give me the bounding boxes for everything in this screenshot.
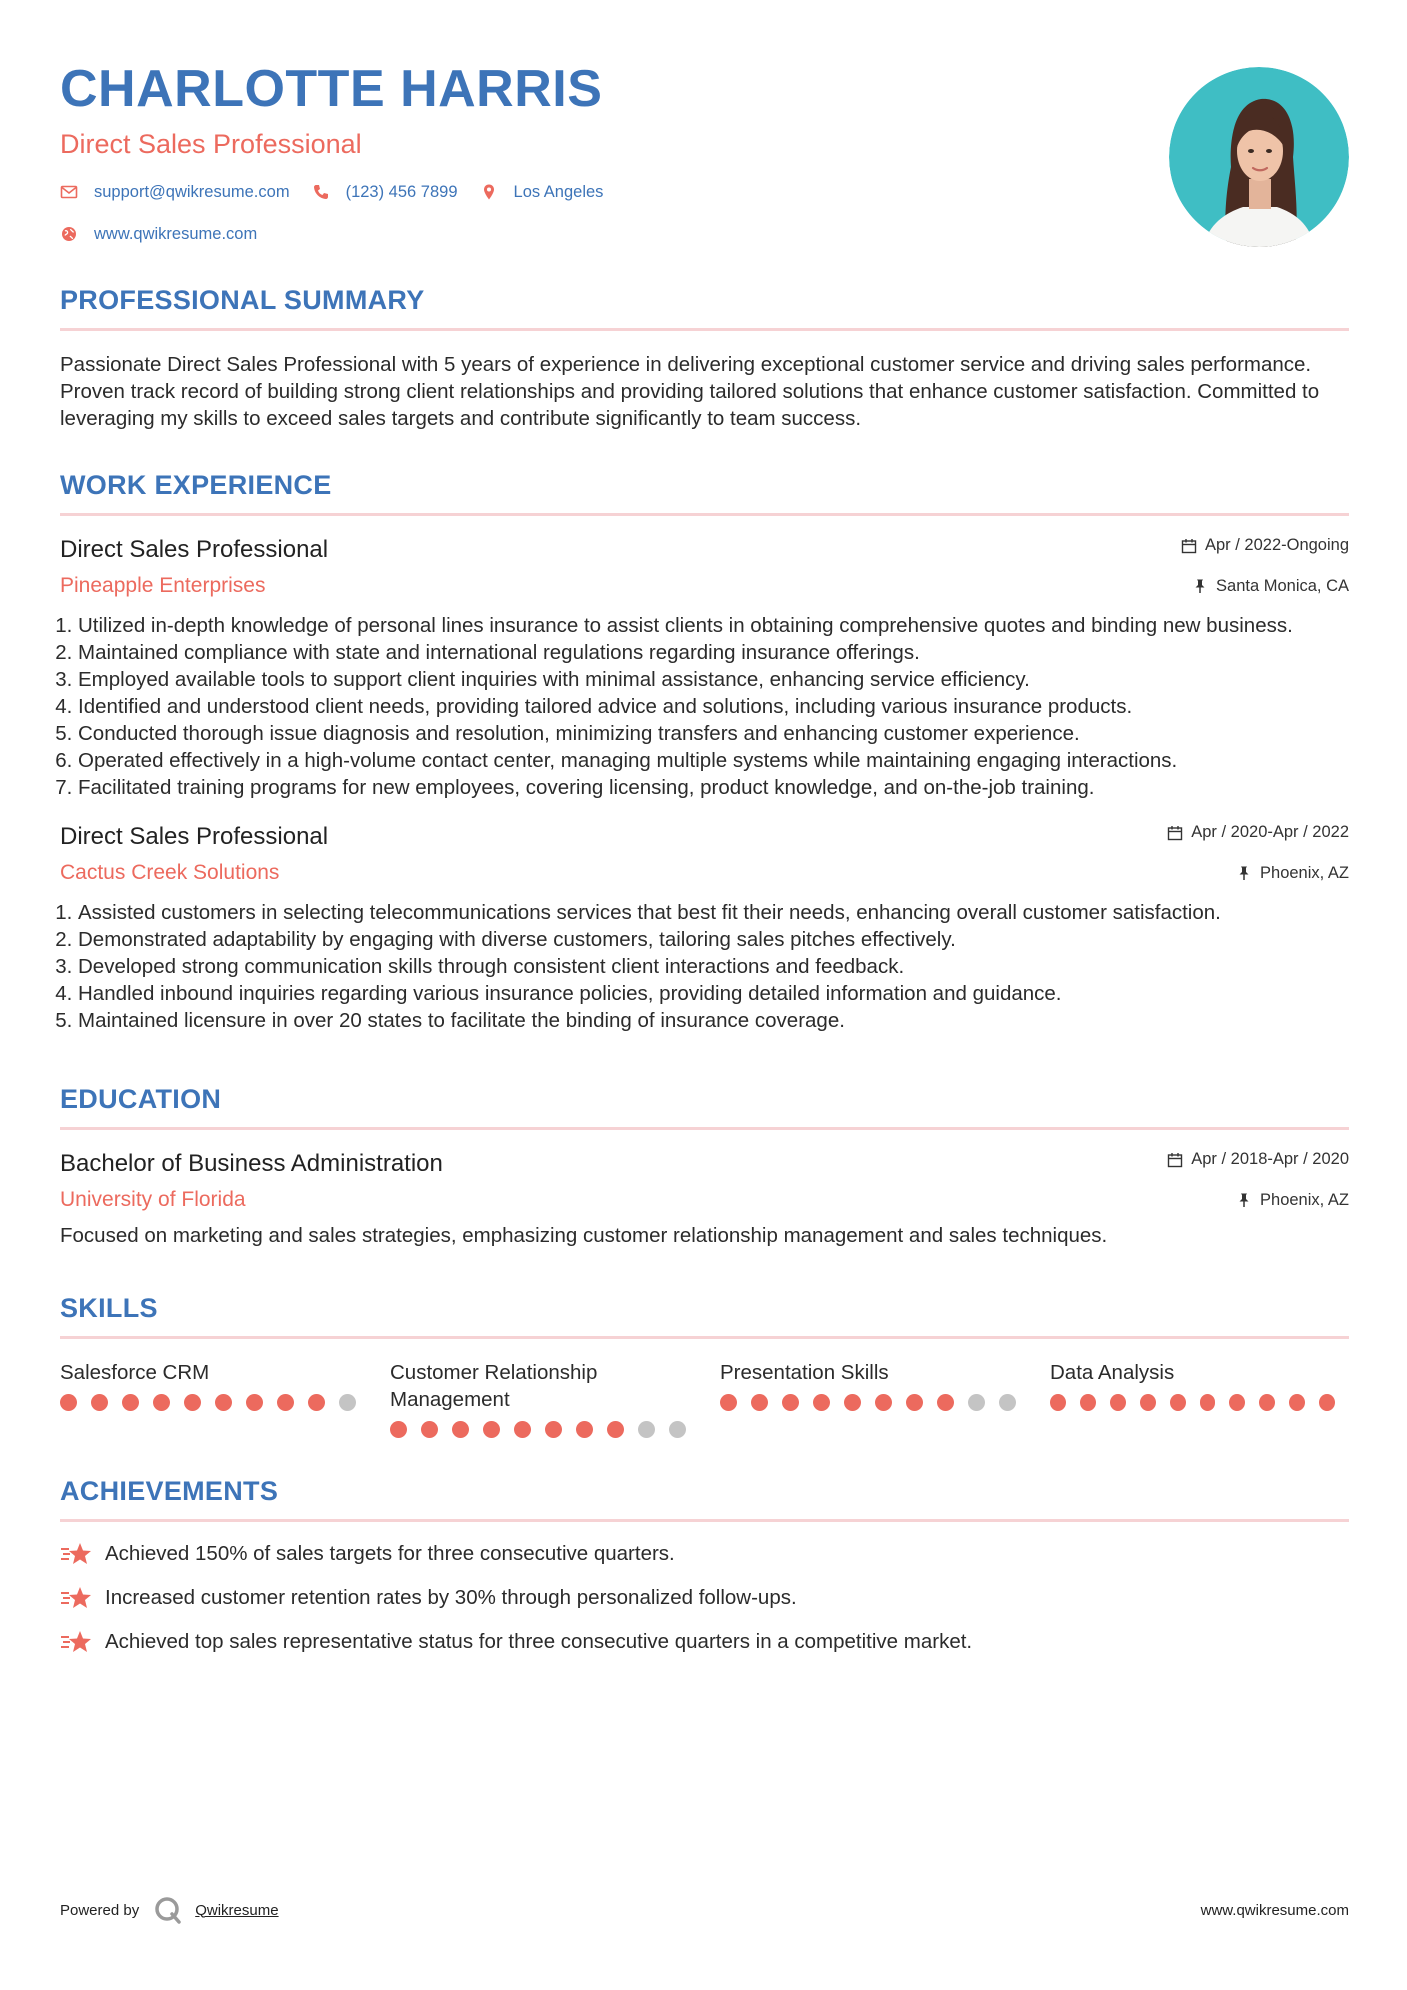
resume-page xyxy=(60,55,1349,1664)
phone-icon xyxy=(312,183,330,201)
globe-icon xyxy=(60,225,78,243)
skill-item xyxy=(390,1359,720,1438)
skill-name: Salesforce CRM xyxy=(60,1361,210,1384)
pushpin-icon xyxy=(1192,578,1208,594)
calendar-icon xyxy=(1167,1152,1183,1168)
skill-dot-empty xyxy=(339,1394,356,1411)
bullet-item: 5. Maintained licensure in over 20 states to facilitate the binding of insurance coverage. xyxy=(78,1007,1349,1034)
achievements-heading: ACHIEVEMENTS xyxy=(60,1476,279,1506)
bullet-item: 3. Developed strong communication skills through consistent client interactions and feedback. xyxy=(78,953,1349,980)
job-location-text: Santa Monica, CA xyxy=(1216,576,1349,595)
shooting-star-icon xyxy=(60,1585,92,1611)
brand-link[interactable]: Qwikresume xyxy=(195,1901,279,1919)
skill-dot-filled xyxy=(483,1421,500,1438)
skill-name: Data Analysis xyxy=(1050,1361,1175,1384)
summary-text: Passionate Direct Sales Professional with 5 years of experience in delivering exceptional customer service and driving sales performance. Proven track record of building strong client relationships and providing tailored solutions that enhance customer satisfaction. Committed to leveraging my skills to exceed sales targets and contribute significantly to team success. xyxy=(60,353,1320,430)
job-dates-text: Apr / 2022-Ongoing xyxy=(1204,536,1349,554)
job-location xyxy=(1192,577,1349,596)
job-bullets xyxy=(60,899,1349,1034)
bullet-item: 1. Utilized in-depth knowledge of personal lines insurance to assist clients in obtaining comprehensive quotes and binding new business. xyxy=(78,612,1349,639)
achievement-text: Achieved top sales representative status for three consecutive quarters in a competitive market. xyxy=(105,1630,973,1653)
skill-dot-filled xyxy=(122,1394,139,1411)
candidate-name: CHARLOTTE HARRIS xyxy=(60,60,603,118)
skill-dot-empty xyxy=(669,1421,686,1438)
company-name: Pineapple Enterprises xyxy=(60,574,266,597)
skill-rating xyxy=(60,1394,390,1411)
skill-dot-filled xyxy=(421,1421,438,1438)
powered-by xyxy=(60,1895,279,1925)
skill-dot-filled xyxy=(1080,1394,1096,1411)
skill-dot-filled xyxy=(153,1394,170,1411)
pushpin-icon xyxy=(1236,865,1252,881)
skill-dot-filled xyxy=(937,1394,954,1411)
education-section xyxy=(60,1084,1349,1249)
achievement-item xyxy=(60,1532,1349,1576)
calendar-icon xyxy=(1181,538,1197,554)
bullet-item: 7. Facilitated training programs for new employees, covering licensing, product knowledge, and on-the-job training. xyxy=(78,774,1349,801)
skills-heading: SKILLS xyxy=(60,1293,158,1323)
section-divider xyxy=(60,1127,1349,1130)
skill-dot-filled xyxy=(607,1421,624,1438)
education-description: Focused on marketing and sales strategies, emphasizing customer relationship management and sales techniques. xyxy=(60,1224,1108,1247)
bullet-item: 2. Maintained compliance with state and international regulations regarding insurance offerings. xyxy=(78,639,1349,666)
job-title: Direct Sales Professional xyxy=(60,823,329,850)
school-name: University of Florida xyxy=(60,1188,246,1211)
skill-dot-filled xyxy=(906,1394,923,1411)
skill-dot-empty xyxy=(999,1394,1016,1411)
mail-icon xyxy=(60,183,78,201)
skill-name: Customer Relationship Management xyxy=(390,1361,598,1411)
skill-dot-filled xyxy=(1289,1394,1305,1411)
summary-heading: PROFESSIONAL SUMMARY xyxy=(60,285,425,315)
website-text: www.qwikresume.com xyxy=(94,224,258,243)
email-text: support@qwikresume.com xyxy=(94,182,290,201)
bullet-item: 1. Assisted customers in selecting telecommunications services that best fit their needs, enhancing overall customer satisfaction. xyxy=(78,899,1349,926)
skill-dot-filled xyxy=(1170,1394,1186,1411)
skill-dot-filled xyxy=(1200,1394,1216,1411)
skill-dot-filled xyxy=(277,1394,294,1411)
section-divider xyxy=(60,328,1349,331)
achievement-item xyxy=(60,1620,1349,1664)
phone-item[interactable] xyxy=(312,183,458,202)
skill-dot-filled xyxy=(1050,1394,1066,1411)
skill-dot-empty xyxy=(638,1421,655,1438)
contact-row-2 xyxy=(60,220,1349,248)
contact-info xyxy=(60,178,1349,248)
skill-dot-filled xyxy=(545,1421,562,1438)
powered-by-label: Powered by xyxy=(60,1901,140,1919)
degree-title: Bachelor of Business Administration xyxy=(60,1150,443,1177)
job-dates-text: Apr / 2020-Apr / 2022 xyxy=(1191,823,1349,841)
experience-section xyxy=(60,470,1349,1034)
location-item xyxy=(480,183,604,202)
skills-section xyxy=(60,1293,1349,1438)
page-footer xyxy=(60,1895,1349,1925)
location-text: Los Angeles xyxy=(513,182,604,201)
job-bullets xyxy=(60,612,1349,801)
profile-photo-illustration xyxy=(1169,67,1349,247)
skill-rating xyxy=(1050,1394,1349,1411)
qwikresume-logo-icon xyxy=(153,1895,183,1925)
bullet-item: 3. Employed available tools to support client inquiries with minimal assistance, enhancing service efficiency. xyxy=(78,666,1349,693)
skill-dot-filled xyxy=(720,1394,737,1411)
education-location xyxy=(1236,1191,1349,1210)
pushpin-icon xyxy=(1236,1192,1252,1208)
skill-dot-filled xyxy=(308,1394,325,1411)
skill-dot-filled xyxy=(1319,1394,1335,1411)
map-pin-icon xyxy=(480,183,498,201)
skill-dot-filled xyxy=(782,1394,799,1411)
shooting-star-icon xyxy=(60,1629,92,1655)
job-title: Direct Sales Professional xyxy=(60,536,329,563)
education-dates-text: Apr / 2018-Apr / 2020 xyxy=(1191,1150,1349,1168)
skill-dot-filled xyxy=(390,1421,407,1438)
section-divider xyxy=(60,513,1349,516)
skill-item xyxy=(60,1359,390,1438)
skill-dot-filled xyxy=(1140,1394,1156,1411)
skill-dot-filled xyxy=(875,1394,892,1411)
job-dates xyxy=(1181,536,1349,555)
skill-dot-filled xyxy=(576,1421,593,1438)
skill-dot-filled xyxy=(452,1421,469,1438)
skill-dot-filled xyxy=(514,1421,531,1438)
resume-header xyxy=(60,60,1349,253)
bullet-item: 4. Identified and understood client needs, providing tailored advice and solutions, including various insurance products. xyxy=(78,693,1349,720)
skill-dot-filled xyxy=(813,1394,830,1411)
section-divider xyxy=(60,1336,1349,1339)
job-dates xyxy=(1167,823,1349,842)
education-location-text: Phoenix, AZ xyxy=(1260,1190,1349,1209)
job-entry xyxy=(60,823,1349,1034)
section-divider xyxy=(60,1519,1349,1522)
skill-dot-filled xyxy=(215,1394,232,1411)
skill-rating xyxy=(720,1394,1050,1411)
achievement-item xyxy=(60,1576,1349,1620)
skill-dot-filled xyxy=(1229,1394,1245,1411)
skill-dot-filled xyxy=(751,1394,768,1411)
contact-row-1 xyxy=(60,178,1349,206)
job-location-text: Phoenix, AZ xyxy=(1260,863,1349,882)
skill-dot-filled xyxy=(1259,1394,1275,1411)
achievement-text: Achieved 150% of sales targets for three consecutive quarters. xyxy=(105,1542,675,1565)
skill-rating xyxy=(390,1421,720,1438)
bullet-item: 4. Handled inbound inquiries regarding various insurance policies, providing detailed information and guidance. xyxy=(78,980,1349,1007)
skill-dot-filled xyxy=(60,1394,77,1411)
email-item[interactable] xyxy=(60,183,290,202)
skills-grid xyxy=(60,1359,1349,1438)
footer-website[interactable]: www.qwikresume.com xyxy=(1200,1901,1349,1919)
skill-dot-filled xyxy=(246,1394,263,1411)
job-entry xyxy=(60,536,1349,801)
skill-dot-filled xyxy=(91,1394,108,1411)
achievement-text: Increased customer retention rates by 30% through personalized follow-ups. xyxy=(105,1586,797,1609)
skill-dot-filled xyxy=(184,1394,201,1411)
education-dates xyxy=(1167,1150,1349,1169)
candidate-title: Direct Sales Professional xyxy=(60,129,362,159)
skill-item xyxy=(720,1359,1050,1438)
shooting-star-icon xyxy=(60,1541,92,1567)
job-location xyxy=(1236,864,1349,883)
achievements-section xyxy=(60,1476,1349,1664)
company-name: Cactus Creek Solutions xyxy=(60,861,280,884)
skill-dot-empty xyxy=(968,1394,985,1411)
skill-item xyxy=(1050,1359,1349,1438)
skill-name: Presentation Skills xyxy=(720,1361,889,1384)
skill-dot-filled xyxy=(844,1394,861,1411)
profile-photo xyxy=(1169,67,1349,247)
skill-dot-filled xyxy=(1110,1394,1126,1411)
calendar-icon xyxy=(1167,825,1183,841)
experience-heading: WORK EXPERIENCE xyxy=(60,470,332,500)
education-heading: EDUCATION xyxy=(60,1084,222,1114)
bullet-item: 5. Conducted thorough issue diagnosis and resolution, minimizing transfers and enhancing customer experience. xyxy=(78,720,1349,747)
summary-section xyxy=(60,285,1349,432)
phone-text: (123) 456 7899 xyxy=(345,182,458,201)
website-item[interactable] xyxy=(60,225,257,244)
bullet-item: 6. Operated effectively in a high-volume contact center, managing multiple systems while maintaining engaging interactions. xyxy=(78,747,1349,774)
bullet-item: 2. Demonstrated adaptability by engaging with diverse customers, tailoring sales pitches effectively. xyxy=(78,926,1349,953)
